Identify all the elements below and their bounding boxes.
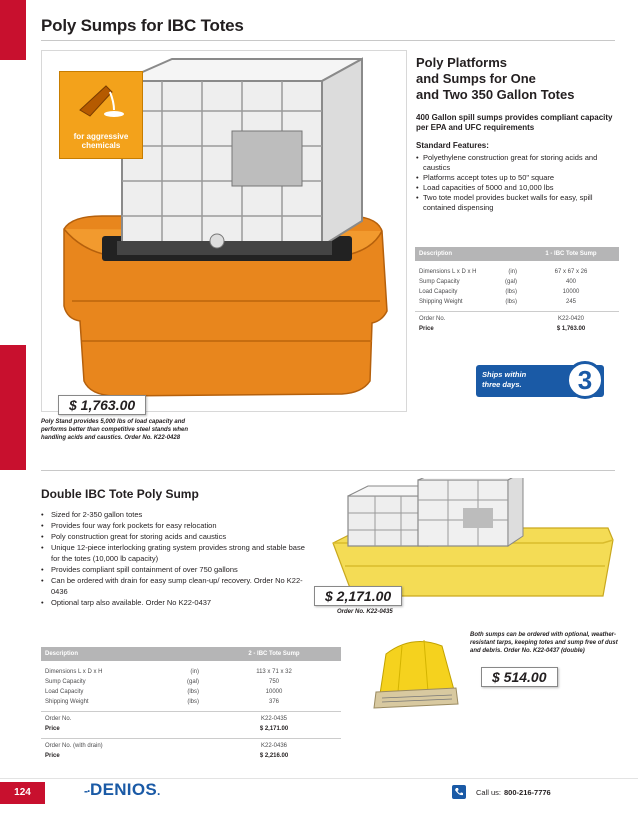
tarp-price-tag: $ 514.00: [481, 667, 558, 687]
feature-item: • Optional tarp also available. Order No K22-0437: [41, 597, 311, 608]
feature-item: • Two tote model provides bucket walls for easy, spill contained dispensing: [416, 193, 621, 213]
title-divider: [41, 40, 615, 41]
double-sump-spec-table: [41, 647, 341, 761]
order-drain-row: Order No. (with drain) K22-0436: [45, 743, 288, 749]
chemical-pour-icon: [76, 80, 128, 120]
tarp-photo: [372, 632, 460, 718]
standard-features-title: Standard Features:: [416, 141, 489, 150]
table-row: Sump Capacity (gal) 750: [45, 679, 279, 685]
table-row: Shipping Weight (lbs) 245: [419, 299, 576, 305]
single-sump-subheading: 400 Gallon spill sumps provides compliant capacity per EPA and UFC requirements: [416, 113, 613, 132]
tarp-illustration: [372, 632, 460, 718]
spec-table-header: Description 2 - IBC Tote Sump: [41, 647, 341, 661]
page-title: Poly Sumps for IBC Totes: [41, 16, 244, 35]
feature-item: • Poly construction great for storing acids and caustics: [41, 531, 311, 542]
table-row: Shipping Weight (lbs) 376: [45, 699, 279, 705]
call-us: Call us: 800-216-7776: [452, 784, 551, 800]
table-row: Load Capacity (lbs) 10000: [419, 289, 580, 295]
spec-table-header: Description 1 - IBC Tote Sump: [415, 247, 619, 261]
standard-features-list: [416, 153, 621, 213]
feature-item: • Provides compliant spill containment of over 750 gallons: [41, 564, 311, 575]
page-number: 124: [0, 782, 45, 804]
aggressive-chemicals-label: for aggressive chemicals: [73, 132, 129, 150]
double-sump-illustration: [323, 478, 618, 598]
tarp-note: Both sumps can be ordered with optional, weather-resistant tarps, keeping totes and sump free of dust and debris. Order No. K22-0437 (double): [470, 632, 618, 654]
denios-logo: -·DENIOS.: [84, 780, 160, 799]
aggressive-chemicals-badge: [59, 71, 143, 159]
phone-number: 800-216-7776: [504, 787, 551, 797]
double-sump-price-tag: $ 2,171.00: [314, 586, 402, 606]
feature-item: • Provides four way fork pockets for easy relocation: [41, 520, 311, 531]
section-tab-middle: [0, 345, 26, 470]
section-divider: [41, 470, 615, 471]
feature-item: • Platforms accept totes up to 50" square: [416, 173, 621, 183]
single-sump-heading: Poly Platforms and Sumps for One and Two 350 Gallon Totes: [416, 55, 575, 102]
feature-item: • Can be ordered with drain for easy sump clean-up/ recovery. Order No K22-0436: [41, 575, 311, 597]
order-row: Order No. K22-0420: [419, 316, 585, 322]
price-drain-row: Price $ 2,216.00: [45, 753, 289, 759]
double-sump-order-note: Order No. K22-0435: [337, 609, 393, 615]
phone-icon: [452, 785, 466, 799]
table-row: Dimensions L x D x H (in) 67 x 67 x 26: [419, 269, 588, 275]
feature-item: • Sized for 2-350 gallon totes: [41, 509, 311, 520]
price-row: Price $ 2,171.00: [45, 726, 289, 732]
section-tab-top: [0, 0, 26, 60]
table-row: Sump Capacity (gal) 400: [419, 279, 576, 285]
feature-item: • Load capacities of 5000 and 10,000 lbs: [416, 183, 621, 193]
ships-days-number: 3: [566, 361, 604, 399]
double-sump-photo: [323, 478, 618, 598]
double-sump-heading: Double IBC Tote Poly Sump: [41, 487, 199, 501]
table-row: Load Capacity (lbs) 10000: [45, 689, 283, 695]
poly-stand-note: Poly Stand provides 5,000 lbs of load capacity and performs better than competitive steel stands when handling acids and caustics. Order No. K22-0428: [41, 419, 189, 441]
ships-within-badge: Ships within three days. 3: [476, 365, 604, 397]
feature-item: • Polyethylene construction great for storing acids and caustics: [416, 153, 621, 173]
table-row: Dimensions L x D x H (in) 113 x 71 x 32: [45, 669, 292, 675]
footer-divider: [0, 778, 638, 779]
order-row: Order No. K22-0435: [45, 716, 288, 722]
double-sump-features: [41, 509, 311, 608]
price-row: Price $ 1,763.00: [419, 326, 586, 332]
single-sump-spec-table: [415, 247, 619, 334]
feature-item: • Unique 12-piece interlocking grating system provides strong and stable base for the totes (10,000 lb capacity): [41, 542, 311, 564]
single-sump-price-tag: $ 1,763.00: [58, 395, 146, 415]
